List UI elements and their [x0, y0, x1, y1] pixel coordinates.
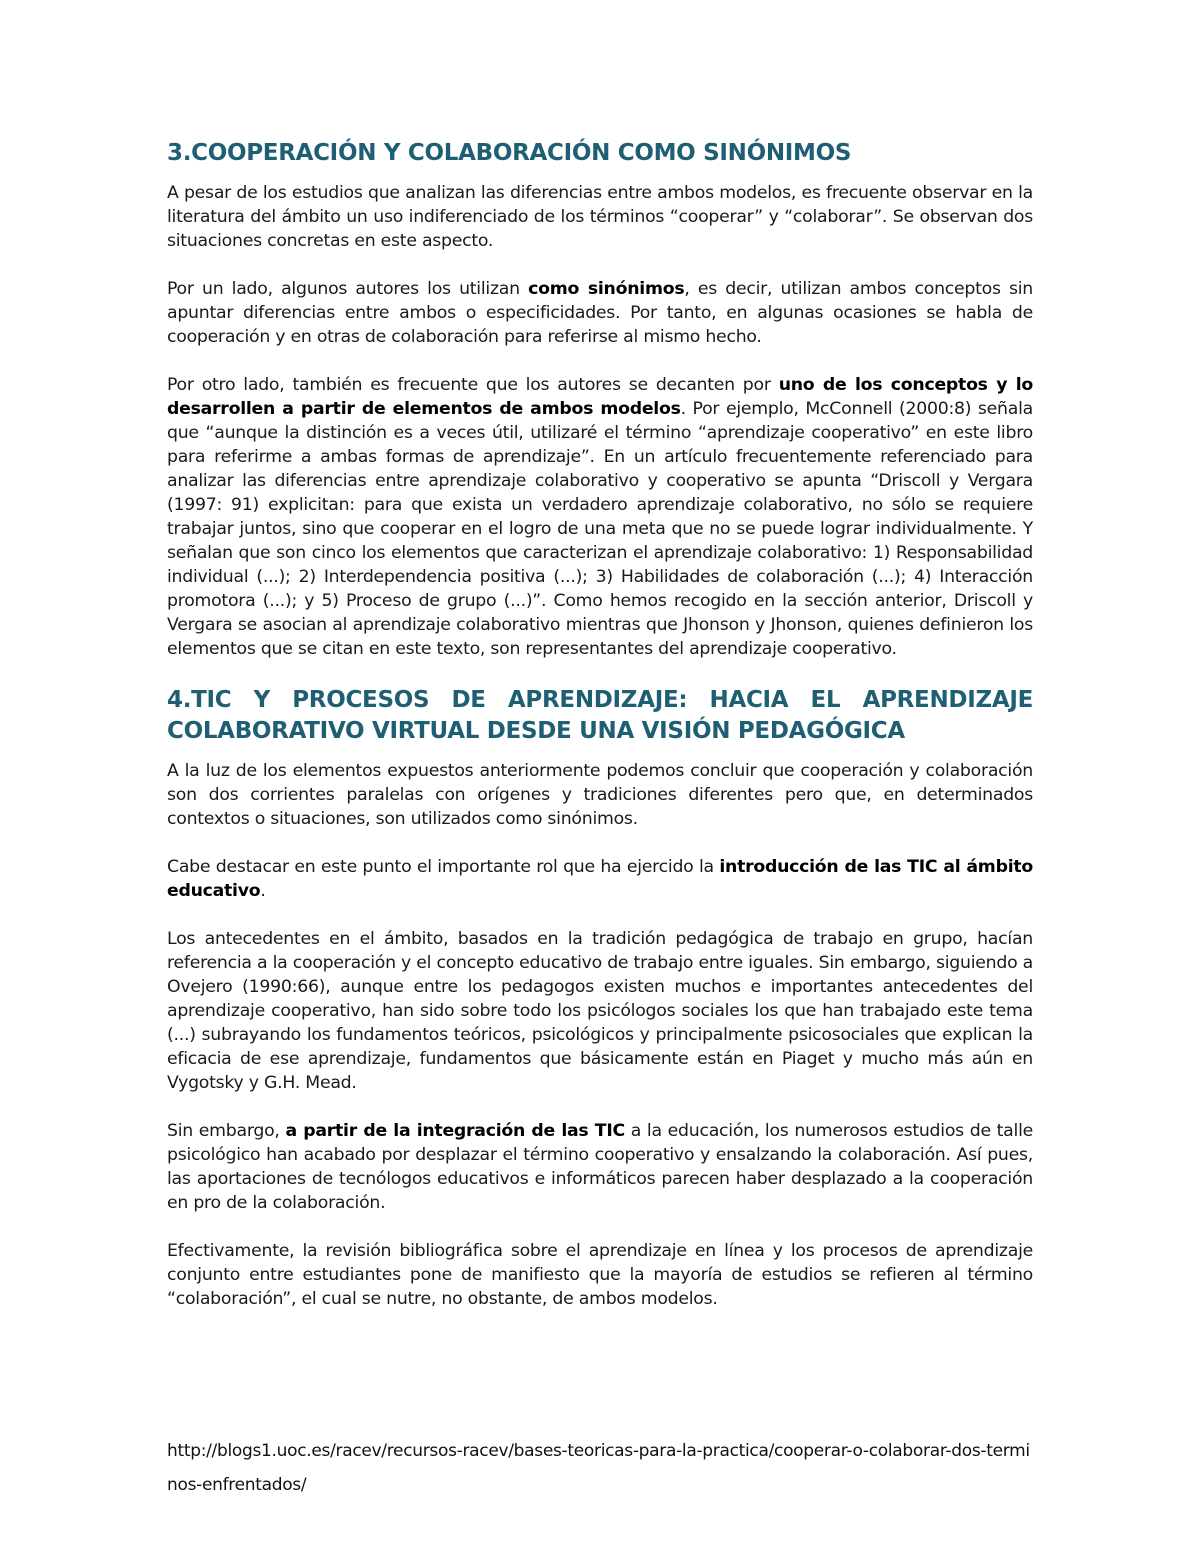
paragraph-text: Por otro lado, también es frecuente que los autores se decanten por: [167, 375, 779, 395]
paragraph-text: .: [260, 881, 266, 901]
paragraph-text: Sin embargo,: [167, 1121, 286, 1141]
source-url: http://blogs1.uoc.es/racev/recursos-racev/bases-teoricas-para-la-practica/cooperar-o-colaborar-dos-terminos-enfrentados/: [167, 1441, 1030, 1495]
bold-phrase: como sinónimos: [528, 279, 685, 299]
section-4-paragraph-3: Los antecedentes en el ámbito, basados en la tradición pedagógica de trabajo en grupo, hacían referencia a la cooperación y el concepto educativo de trabajo entre iguales. Sin embargo, siguiendo a Ovejero (1990:66), aunque entre los pedagogos existen muchos e importantes antecedentes del aprendizaje cooperativo, han sido sobre todo los psicólogos sociales los que han trabajado este tema (...) subrayando los fundamentos teóricos, psicológicos y principalmente psicosociales que explican la eficacia de ese aprendizaje, fundamentos que básicamente están en Piaget y mucho más aún en Vygotsky y G.H. Mead.: [167, 929, 1033, 1093]
section-3-heading: 3.COOPERACIÓN Y COLABORACIÓN COMO SINÓNIMOS: [167, 140, 852, 166]
section-3-paragraph-1: A pesar de los estudios que analizan las diferencias entre ambos modelos, es frecuente observar en la literatura del ámbito un uso indiferenciado de los términos “cooperar” y “colaborar”. Se observan dos situaciones concretas en este aspecto.: [167, 183, 1033, 251]
paragraph-text: Por un lado, algunos autores los utilizan: [167, 279, 529, 299]
section-4-paragraph-1: A la luz de los elementos expuestos anteriormente podemos concluir que cooperación y colaboración son dos corrientes paralelas con orígenes y tradiciones diferentes pero que, en determinados contextos o situaciones, son utilizados como sinónimos.: [167, 761, 1033, 829]
document-body: [167, 138, 1033, 1311]
paragraph-text: . Por ejemplo, McConnell (2000:8) señala que “aunque la distinción es a veces útil, utilizaré el término “aprendizaje cooperativo” en este libro para referirme a ambas formas de aprendizaje”. En un artículo frecuentemente referenciado para analizar las diferencias entre aprendizaje colaborativo y cooperativo se apunta “Driscoll y Vergara (1997: 91) explicitan: para que exista un verdadero aprendizaje colaborativo, no sólo se requiere trabajar juntos, sino que cooperar en el logro de una meta que no se puede lograr individualmente. Y señalan que son cinco los elementos que caracterizan el aprendizaje colaborativo: 1) Responsabilidad individual (...); 2) Interdependencia positiva (...); 3) Habilidades de colaboración (...); 4) Interacción promotora (...); y 5) Proceso de grupo (...)”. Como hemos recogido en la sección anterior, Driscoll y Vergara se asocian al aprendizaje colaborativo mientras que Jhonson y Jhonson, quienes definieron los elementos que se citan en este texto, son representantes del aprendizaje cooperativo.: [167, 399, 1033, 659]
section-3-paragraph-2: [167, 277, 1033, 349]
section-4-paragraph-5: Efectivamente, la revisión bibliográfica sobre el aprendizaje en línea y los procesos de aprendizaje conjunto entre estudiantes pone de manifiesto que la mayoría de estudios se refieren al término “colaboración”, el cual se nutre, no obstante, de ambos modelos.: [167, 1241, 1033, 1309]
bold-phrase: introducción de las TIC al ámbito educativo: [167, 857, 1033, 901]
bold-phrase: a partir de la integración de las TIC: [285, 1121, 625, 1141]
section-4-paragraph-4: [167, 1119, 1033, 1215]
section-4-heading: 4.TIC Y PROCESOS DE APRENDIZAJE: HACIA EL APRENDIZAJE COLABORATIVO VIRTUAL DESDE UNA VISIÓN PEDAGÓGICA: [167, 687, 1033, 744]
paragraph-text: Cabe destacar en este punto el importante rol que ha ejercido la: [167, 857, 720, 877]
section-3-paragraph-3: [167, 373, 1033, 661]
section-4-paragraph-2: [167, 855, 1033, 903]
paragraph-text: a la educación, los numerosos estudios de talle psicológico han acabado por desplazar el término cooperativo y ensalzando la colaboración. Así pues, las aportaciones de tecnólogos educativos e informáticos parecen haber desplazado a la cooperación en pro de la colaboración.: [167, 1121, 1033, 1213]
paragraph-text: , es decir, utilizan ambos conceptos sin apuntar diferencias entre ambos o especificidades. Por tanto, en algunas ocasiones se habla de cooperación y en otras de colaboración para referirse al mismo hecho.: [167, 279, 1034, 347]
bold-phrase: uno de los conceptos y lo desarrollen a partir de elementos de ambos modelos: [167, 375, 1034, 419]
